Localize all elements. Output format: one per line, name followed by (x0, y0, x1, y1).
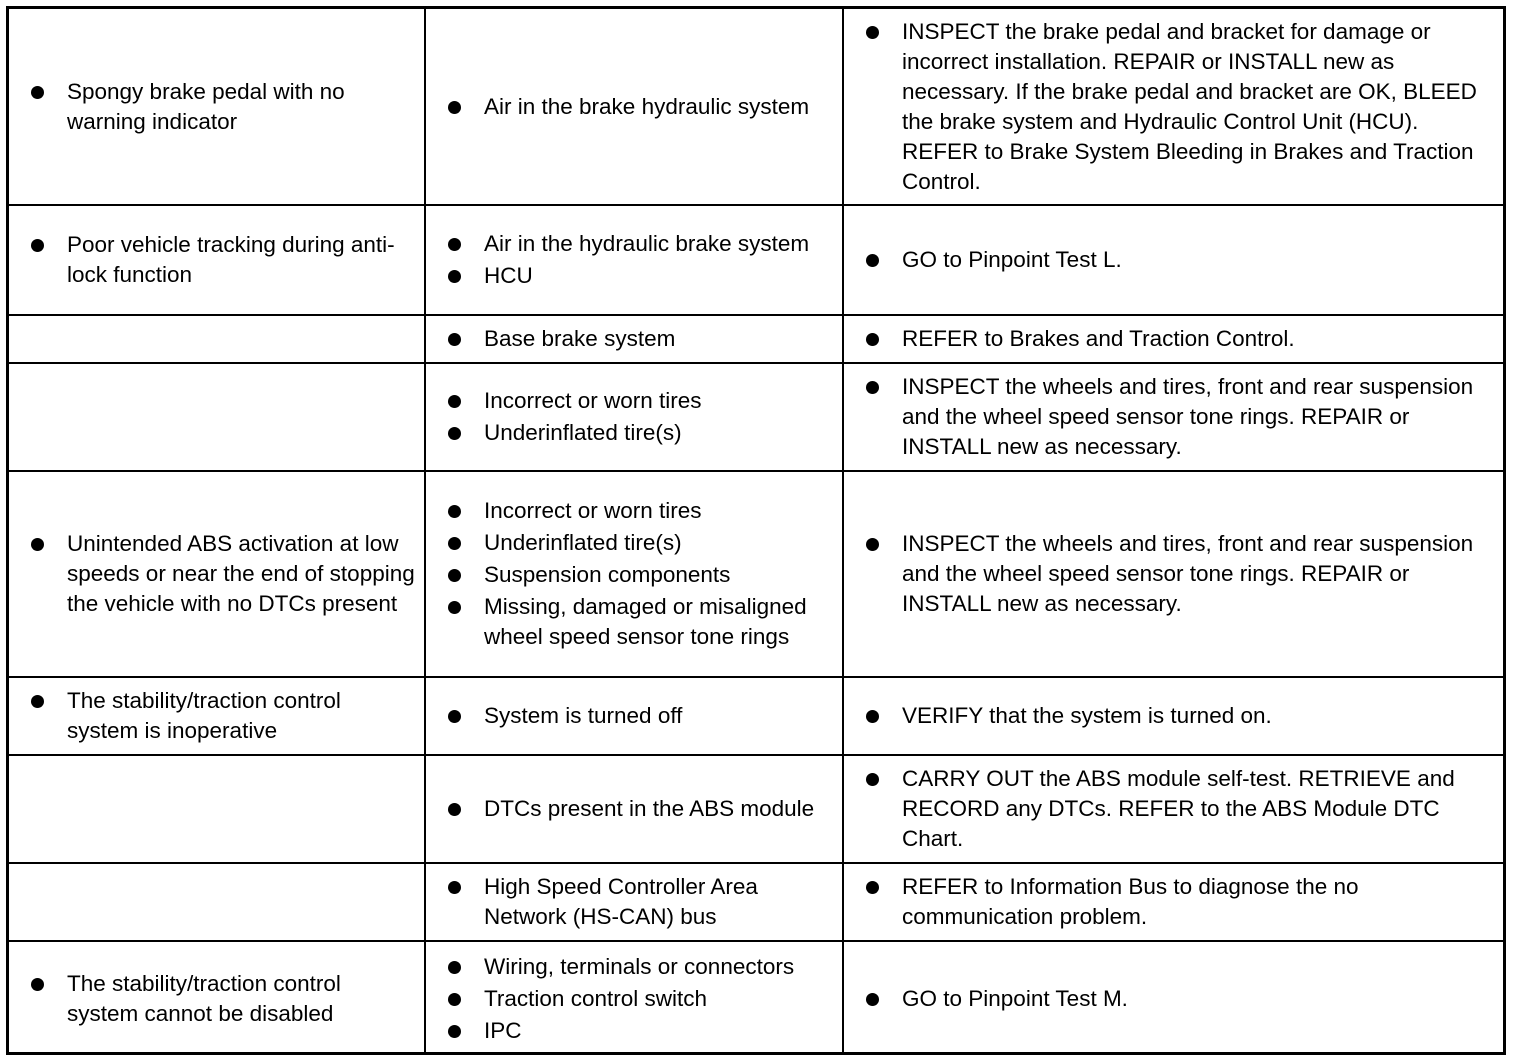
action-text: INSPECT the brake pedal and bracket for damage or incorrect installation. REPAIR or INSTALL new as necessary. If the brake pedal and bracket are OK, BLEED the brake system and Hydraulic Control Unit (HCU). REFER to Brake System Bleeding in Brakes and Traction Control. (902, 18, 1477, 194)
action-cell (842, 316, 1503, 364)
list-item (866, 701, 1493, 731)
action-cell (842, 678, 1503, 756)
cause-text: System is turned off (484, 703, 683, 728)
bullet-icon (448, 984, 484, 1014)
action-cell (842, 9, 1503, 206)
list-item (448, 872, 834, 932)
action-cell (842, 756, 1503, 864)
list-item (448, 1016, 834, 1046)
list-item (31, 969, 416, 1029)
bullet-icon (866, 701, 902, 731)
bullet-icon (448, 1016, 484, 1046)
action-cell (842, 206, 1503, 316)
list-item (448, 592, 834, 652)
list-item (448, 92, 834, 122)
action-text: REFER to Brakes and Traction Control. (902, 326, 1295, 351)
action-text: INSPECT the wheels and tires, front and rear suspension and the wheel speed sensor tone rings. REPAIR or INSTALL new as necessary. (902, 374, 1474, 459)
list-item (448, 386, 834, 416)
cause-text: Traction control switch (484, 985, 707, 1011)
cause-cell (424, 9, 842, 206)
condition-cell (9, 316, 424, 364)
cause-cell (424, 678, 842, 756)
list-item (866, 245, 1493, 275)
cause-cell (424, 756, 842, 864)
bullet-icon (448, 386, 484, 416)
list-item (448, 952, 834, 982)
cause-cell (424, 472, 842, 678)
bullet-icon (866, 872, 902, 902)
cause-cell (424, 316, 842, 364)
cause-text: Underinflated tire(s) (484, 420, 682, 445)
cause-text: HCU (484, 263, 533, 288)
action-text: REFER to Information Bus to diagnose the no communication problem. (902, 874, 1359, 929)
list-item (448, 701, 834, 731)
condition-text: The stability/traction control system is inoperative (67, 688, 341, 743)
condition-cell (9, 206, 424, 316)
cause-text: Incorrect or worn tires (484, 498, 702, 523)
condition-text: The stability/traction control system cannot be disabled (67, 970, 341, 1026)
bullet-icon (866, 984, 902, 1014)
condition-cell (9, 472, 424, 678)
diagnostic-table (6, 6, 1506, 1055)
bullet-icon (448, 701, 484, 731)
action-text: INSPECT the wheels and tires, front and rear suspension and the wheel speed sensor tone rings. REPAIR or INSTALL new as necessary. (902, 531, 1474, 616)
bullet-icon (31, 77, 67, 107)
cause-text: Air in the hydraulic brake system (484, 231, 810, 256)
list-item (866, 17, 1493, 197)
condition-text: Unintended ABS activation at low speeds or near the end of stopping the vehicle with no DTCs present (67, 531, 415, 616)
action-cell (842, 864, 1503, 942)
list-item (448, 229, 834, 259)
condition-cell (9, 756, 424, 864)
list-item (866, 372, 1493, 462)
action-cell (842, 364, 1503, 472)
cause-text: Missing, damaged or misaligned wheel speed sensor tone rings (484, 594, 807, 649)
list-item (866, 872, 1493, 932)
list-item (448, 560, 834, 590)
condition-cell (9, 864, 424, 942)
action-text: VERIFY that the system is turned on. (902, 703, 1272, 728)
bullet-icon (866, 17, 902, 47)
cause-text: Wiring, terminals or connectors (484, 953, 795, 979)
list-item (448, 794, 834, 824)
cause-text: Incorrect or worn tires (484, 388, 702, 413)
condition-text: Spongy brake pedal with no warning indicator (67, 78, 345, 134)
action-text: GO to Pinpoint Test M. (902, 985, 1128, 1011)
list-item (31, 230, 416, 290)
action-text: CARRY OUT the ABS module self-test. RETRIEVE and RECORD any DTCs. REFER to the ABS Module DTC Chart. (902, 766, 1455, 851)
list-item (866, 324, 1493, 354)
cause-text: Suspension components (484, 562, 731, 587)
list-item (31, 77, 416, 137)
bullet-icon (866, 324, 902, 354)
bullet-icon (448, 872, 484, 902)
list-item (448, 496, 834, 526)
cause-text: Air in the brake hydraulic system (484, 93, 810, 119)
bullet-icon (448, 560, 484, 590)
list-item (448, 984, 834, 1014)
bullet-icon (448, 261, 484, 291)
bullet-icon (866, 245, 902, 275)
bullet-icon (448, 324, 484, 354)
bullet-icon (448, 229, 484, 259)
condition-text: Poor vehicle tracking during anti-lock function (67, 232, 395, 287)
bullet-icon (448, 952, 484, 982)
list-item (866, 529, 1493, 619)
bullet-icon (866, 764, 902, 794)
list-item (31, 529, 416, 619)
list-item (448, 324, 834, 354)
bullet-icon (31, 686, 67, 716)
cause-text: Underinflated tire(s) (484, 530, 682, 555)
list-item (448, 528, 834, 558)
bullet-icon (448, 496, 484, 526)
cause-cell (424, 942, 842, 1055)
bullet-icon (448, 592, 484, 622)
bullet-icon (448, 528, 484, 558)
list-item (866, 764, 1493, 854)
bullet-icon (866, 529, 902, 559)
bullet-icon (31, 230, 67, 260)
cause-text: Base brake system (484, 326, 676, 351)
symptom-chart-grid (9, 9, 1503, 1055)
bullet-icon (31, 969, 67, 999)
condition-cell (9, 9, 424, 206)
action-cell (842, 472, 1503, 678)
cause-text: DTCs present in the ABS module (484, 796, 815, 821)
list-item (448, 261, 834, 291)
condition-cell (9, 942, 424, 1055)
cause-text: IPC (484, 1017, 522, 1043)
cause-text: High Speed Controller Area Network (HS-CAN) bus (484, 874, 758, 929)
bullet-icon (448, 794, 484, 824)
condition-cell (9, 364, 424, 472)
cause-cell (424, 364, 842, 472)
action-cell (842, 942, 1503, 1055)
bullet-icon (448, 92, 484, 122)
bullet-icon (866, 372, 902, 402)
bullet-icon (31, 529, 67, 559)
bullet-icon (448, 418, 484, 448)
condition-cell (9, 678, 424, 756)
action-text: GO to Pinpoint Test L. (902, 247, 1122, 272)
cause-cell (424, 864, 842, 942)
list-item (866, 984, 1493, 1014)
list-item (31, 686, 416, 746)
cause-cell (424, 206, 842, 316)
list-item (448, 418, 834, 448)
